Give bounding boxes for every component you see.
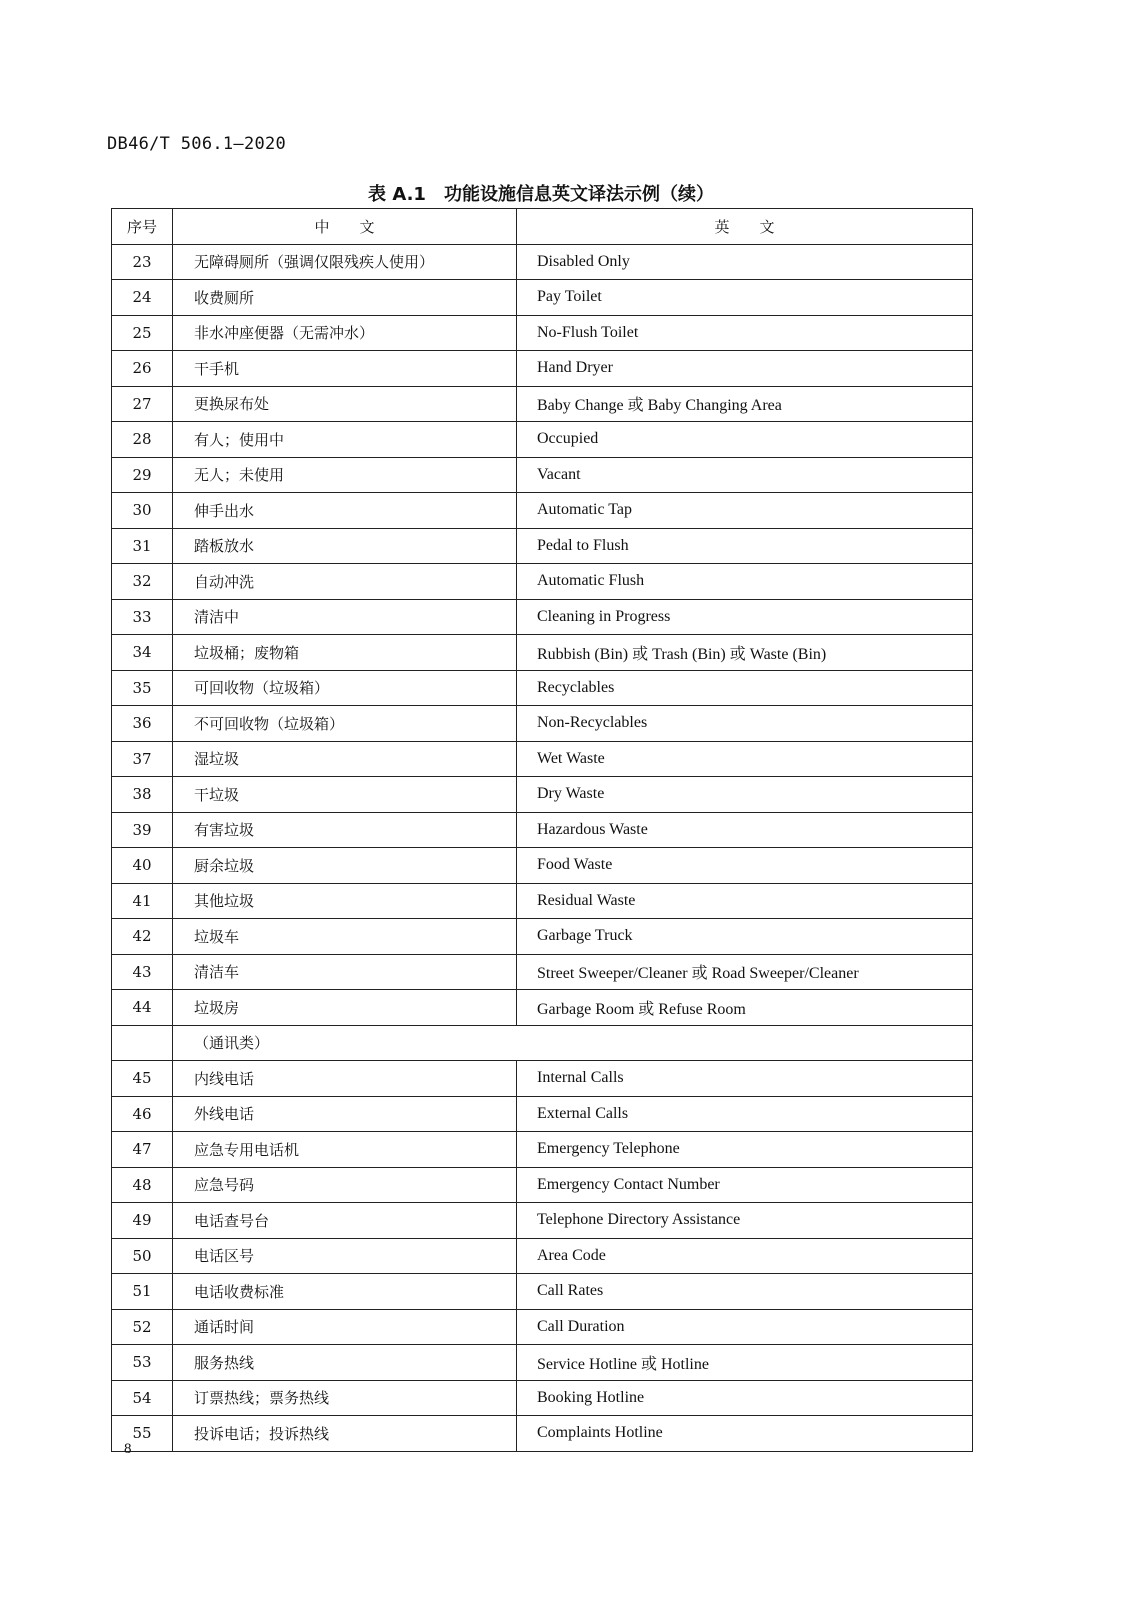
cell-chinese: 应急号码 [173,1167,517,1203]
cell-chinese: 踏板放水 [173,528,517,564]
cell-english: Call Rates [517,1274,973,1310]
cell-no: 51 [112,1274,173,1310]
cell-no: 34 [112,635,173,671]
cell-no [112,1025,173,1061]
cell-chinese: 电话区号 [173,1238,517,1274]
table-row [112,1203,973,1239]
table-row [112,883,973,919]
cell-english: Emergency Contact Number [517,1167,973,1203]
cell-english: Cleaning in Progress [517,599,973,635]
cell-english: Non-Recyclables [517,706,973,742]
cell-english: Call Duration [517,1309,973,1345]
cell-english: Garbage Truck [517,919,973,955]
table-row [112,386,973,422]
cell-no: 40 [112,848,173,884]
cell-no: 49 [112,1203,173,1239]
cell-no: 48 [112,1167,173,1203]
cell-english: Automatic Tap [517,493,973,529]
cell-english: Dry Waste [517,777,973,813]
cell-chinese: 可回收物（垃圾箱） [173,670,517,706]
cell-english: Vacant [517,457,973,493]
section-label: （通讯类） [173,1025,973,1061]
table-row [112,1416,973,1452]
cell-chinese: 干垃圾 [173,777,517,813]
table-row [112,670,973,706]
cell-no: 41 [112,883,173,919]
cell-chinese: 无人；未使用 [173,457,517,493]
cell-chinese: 应急专用电话机 [173,1132,517,1168]
cell-english: Baby Change 或 Baby Changing Area [517,386,973,422]
cell-english: Hazardous Waste [517,812,973,848]
table-row [112,990,973,1026]
translation-table [111,208,973,1452]
cell-chinese: 不可回收物（垃圾箱） [173,706,517,742]
cell-no: 32 [112,564,173,600]
cell-english: Pedal to Flush [517,528,973,564]
cell-no: 24 [112,280,173,316]
cell-english: Occupied [517,422,973,458]
cell-no: 35 [112,670,173,706]
table-row [112,919,973,955]
cell-english: Food Waste [517,848,973,884]
table-row [112,1380,973,1416]
table-row [112,528,973,564]
cell-no: 25 [112,315,173,351]
document-code: DB46/T 506.1—2020 [107,134,287,154]
cell-no: 42 [112,919,173,955]
table-row [112,493,973,529]
cell-no: 28 [112,422,173,458]
cell-chinese: 更换尿布处 [173,386,517,422]
cell-chinese: 垃圾桶；废物箱 [173,635,517,671]
cell-chinese: 有人；使用中 [173,422,517,458]
table-row [112,1274,973,1310]
cell-english: Service Hotline 或 Hotline [517,1345,973,1381]
cell-chinese: 订票热线；票务热线 [173,1380,517,1416]
cell-english: Recyclables [517,670,973,706]
cell-english: Wet Waste [517,741,973,777]
cell-no: 38 [112,777,173,813]
section-row [112,1025,973,1061]
table-row [112,954,973,990]
table-row [112,1238,973,1274]
cell-no: 30 [112,493,173,529]
cell-no: 45 [112,1061,173,1097]
cell-chinese: 投诉电话；投诉热线 [173,1416,517,1452]
table-row [112,457,973,493]
table-row [112,564,973,600]
cell-english: Internal Calls [517,1061,973,1097]
cell-chinese: 非水冲座便器（无需冲水） [173,315,517,351]
table-row [112,422,973,458]
cell-english: Telephone Directory Assistance [517,1203,973,1239]
cell-no: 52 [112,1309,173,1345]
cell-no: 53 [112,1345,173,1381]
table-row [112,777,973,813]
cell-chinese: 伸手出水 [173,493,517,529]
table-row [112,280,973,316]
cell-chinese: 通话时间 [173,1309,517,1345]
table-row [112,706,973,742]
cell-no: 29 [112,457,173,493]
cell-chinese: 有害垃圾 [173,812,517,848]
cell-chinese: 清洁车 [173,954,517,990]
table-row [112,244,973,280]
cell-no: 50 [112,1238,173,1274]
cell-no: 46 [112,1096,173,1132]
cell-chinese: 收费厕所 [173,280,517,316]
table-row [112,599,973,635]
table-row [112,1061,973,1097]
table-row [112,848,973,884]
cell-no: 39 [112,812,173,848]
cell-english: Area Code [517,1238,973,1274]
table-title: 表 A.1 功能设施信息英文译法示例（续） [368,184,714,205]
cell-chinese: 清洁中 [173,599,517,635]
cell-no: 44 [112,990,173,1026]
cell-no: 26 [112,351,173,387]
cell-chinese: 垃圾房 [173,990,517,1026]
cell-english: Emergency Telephone [517,1132,973,1168]
cell-english: Booking Hotline [517,1380,973,1416]
cell-no: 37 [112,741,173,777]
header-no: 序号 [112,209,173,245]
cell-chinese: 自动冲洗 [173,564,517,600]
header-english: 英 文 [517,209,973,245]
cell-chinese: 干手机 [173,351,517,387]
cell-english: Hand Dryer [517,351,973,387]
cell-chinese: 垃圾车 [173,919,517,955]
page-number: 8 [124,1441,132,1457]
header-chinese: 中 文 [173,209,517,245]
table-row [112,1167,973,1203]
cell-chinese: 内线电话 [173,1061,517,1097]
cell-chinese: 电话收费标准 [173,1274,517,1310]
cell-english: Automatic Flush [517,564,973,600]
cell-no: 33 [112,599,173,635]
cell-no: 23 [112,244,173,280]
cell-english: Complaints Hotline [517,1416,973,1452]
cell-english: Residual Waste [517,883,973,919]
cell-no: 47 [112,1132,173,1168]
cell-chinese: 服务热线 [173,1345,517,1381]
cell-english: Garbage Room 或 Refuse Room [517,990,973,1026]
table-row [112,351,973,387]
cell-no: 36 [112,706,173,742]
cell-chinese: 无障碍厕所（强调仅限残疾人使用） [173,244,517,280]
cell-english: Pay Toilet [517,280,973,316]
table-row [112,1345,973,1381]
cell-english: Disabled Only [517,244,973,280]
cell-chinese: 湿垃圾 [173,741,517,777]
cell-no: 31 [112,528,173,564]
cell-no: 43 [112,954,173,990]
cell-english: Street Sweeper/Cleaner 或 Road Sweeper/Cleaner [517,954,973,990]
table-row [112,741,973,777]
table-row [112,812,973,848]
cell-no: 54 [112,1380,173,1416]
cell-no: 55 [112,1416,173,1452]
cell-chinese: 其他垃圾 [173,883,517,919]
cell-chinese: 电话查号台 [173,1203,517,1239]
table-row [112,1096,973,1132]
table-row [112,1309,973,1345]
table-row [112,1132,973,1168]
table-row [112,315,973,351]
cell-chinese: 外线电话 [173,1096,517,1132]
table-header-row [112,209,973,245]
cell-english: External Calls [517,1096,973,1132]
cell-no: 27 [112,386,173,422]
cell-english: No-Flush Toilet [517,315,973,351]
cell-chinese: 厨余垃圾 [173,848,517,884]
table-row [112,635,973,671]
cell-english: Rubbish (Bin) 或 Trash (Bin) 或 Waste (Bin) [517,635,973,671]
